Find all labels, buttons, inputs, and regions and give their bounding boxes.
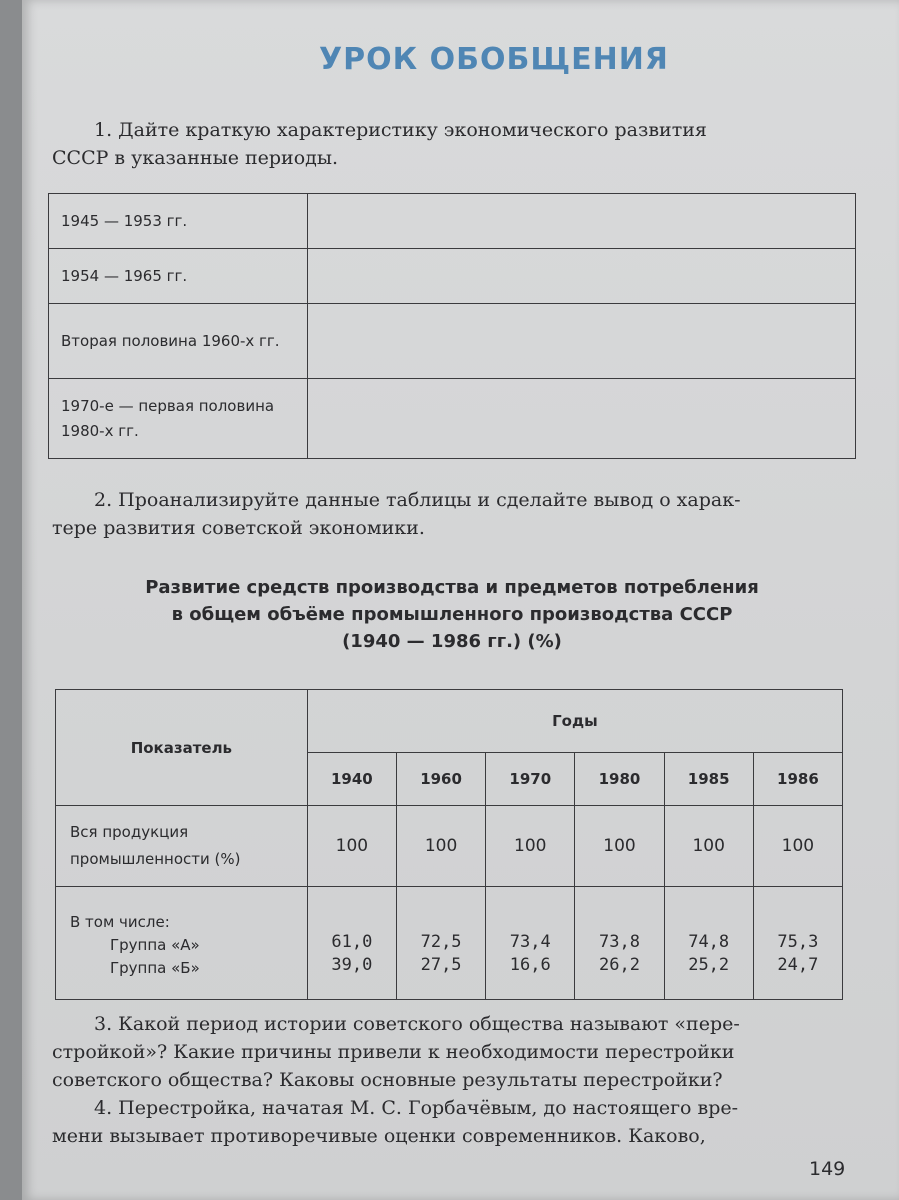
- question-1-line-1: 1. Дайте краткую характеристику экономического развития: [94, 119, 707, 141]
- total-row: [56, 806, 843, 887]
- group-b-value: 27,5: [420, 955, 462, 975]
- group-a-value: 72,5: [420, 932, 462, 952]
- year-cell: 1970: [486, 753, 575, 806]
- production-table: [55, 689, 843, 1000]
- period-answer-cell: [308, 249, 856, 304]
- question-4-line-2: мени вызывает противоречивые оценки современников. Каково,: [52, 1125, 706, 1147]
- question-3-line-3: советского общества? Каковы основные результаты перестройки?: [52, 1069, 723, 1091]
- indicator-header: Показатель: [56, 690, 308, 806]
- period-label: Вторая половина 1960-х гг.: [49, 304, 308, 379]
- caption-line-1: Развитие средств производства и предметов потребления: [145, 577, 759, 598]
- group-a-value: 61,0: [331, 932, 373, 952]
- group-values-cell: [486, 887, 575, 1000]
- period-row: [49, 249, 856, 304]
- year-cell: 1980: [575, 753, 664, 806]
- total-value: 100: [486, 806, 575, 887]
- group-b-value: 25,2: [688, 955, 730, 975]
- total-value: 100: [753, 806, 842, 887]
- years-header: Годы: [307, 690, 842, 753]
- question-4: [52, 1094, 862, 1150]
- period-label: 1970-е — первая половина 1980-х гг.: [49, 379, 308, 459]
- question-2-line-2: тере развития советской экономики.: [52, 517, 425, 539]
- table-caption: [62, 574, 842, 655]
- total-value: 100: [664, 806, 753, 887]
- group-values-cell: [396, 887, 485, 1000]
- group-b-value: 16,6: [509, 955, 551, 975]
- group-b-value: 24,7: [777, 955, 819, 975]
- header-row: [56, 690, 843, 753]
- question-2: [52, 486, 862, 542]
- book-page: [22, 0, 899, 1200]
- group-values-cell: [307, 887, 396, 1000]
- year-cell: 1940: [307, 753, 396, 806]
- total-value: 100: [575, 806, 664, 887]
- question-3-line-2: стройкой»? Какие причины привели к необходимости перестройки: [52, 1041, 735, 1063]
- groups-label-cell: [56, 887, 308, 1000]
- total-label: Вся продукция промышленности (%): [56, 806, 308, 887]
- question-3: [52, 1010, 862, 1094]
- question-1-line-2: СССР в указанные периоды.: [52, 147, 339, 169]
- question-2-line-1: 2. Проанализируйте данные таблицы и сделайте вывод о харак-: [94, 489, 741, 511]
- total-value: 100: [307, 806, 396, 887]
- group-values-cell: [575, 887, 664, 1000]
- question-3-line-1: 3. Какой период истории советского общества называют «пере-: [94, 1013, 740, 1035]
- group-a-value: 75,3: [777, 932, 819, 952]
- including-label: В том числе:: [70, 913, 170, 931]
- caption-line-3: (1940 — 1986 гг.) (%): [342, 631, 562, 652]
- page-number: 149: [809, 1158, 846, 1180]
- period-answer-cell: [308, 194, 856, 249]
- group-a-value: 74,8: [688, 932, 730, 952]
- group-a-label: Группа «А»: [110, 936, 200, 954]
- period-row: [49, 304, 856, 379]
- group-values-cell: [753, 887, 842, 1000]
- year-cell: 1986: [753, 753, 842, 806]
- groups-row: [56, 887, 843, 1000]
- group-a-value: 73,8: [599, 932, 640, 952]
- question-4-line-1: 4. Перестройка, начатая М. С. Горбачёвым, до настоящего вре-: [94, 1097, 739, 1119]
- periods-table: [48, 193, 856, 459]
- total-value: 100: [396, 806, 485, 887]
- group-values-cell: [664, 887, 753, 1000]
- caption-line-2: в общем объёме промышленного производства СССР: [171, 604, 733, 625]
- period-answer-cell: [308, 304, 856, 379]
- year-cell: 1985: [664, 753, 753, 806]
- group-b-label: Группа «Б»: [110, 959, 200, 977]
- page-title: УРОК ОБОБЩЕНИЯ: [319, 42, 669, 77]
- period-row: [49, 194, 856, 249]
- period-answer-cell: [308, 379, 856, 459]
- period-row: [49, 379, 856, 459]
- group-a-value: 73,4: [509, 932, 551, 952]
- year-cell: 1960: [396, 753, 485, 806]
- group-b-value: 26,2: [599, 955, 640, 975]
- period-label: 1945 — 1953 гг.: [49, 194, 308, 249]
- question-1: [52, 116, 862, 172]
- group-b-value: 39,0: [331, 955, 373, 975]
- period-label: 1954 — 1965 гг.: [49, 249, 308, 304]
